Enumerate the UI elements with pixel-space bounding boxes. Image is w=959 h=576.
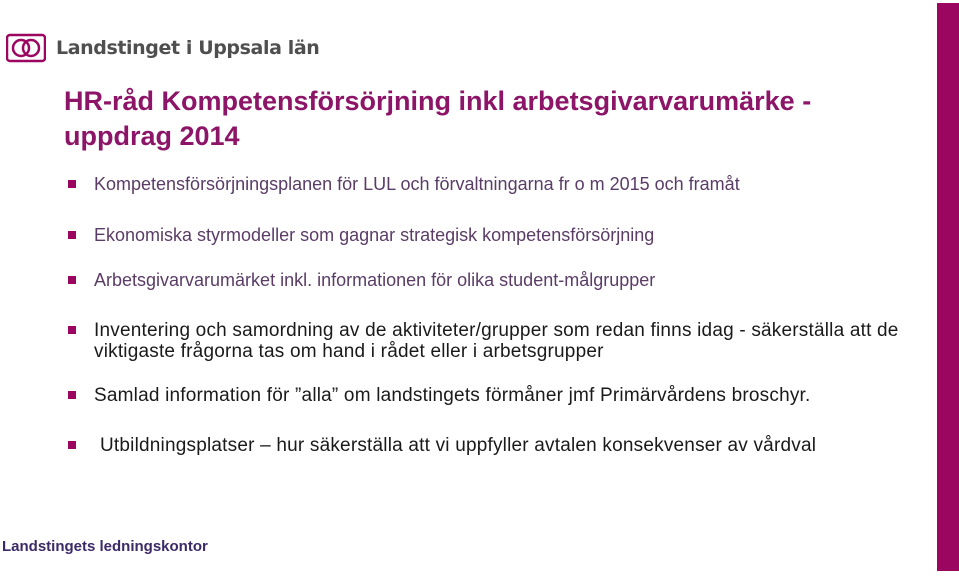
side-accent-bar bbox=[937, 3, 959, 571]
bullet-text: Utbildningsplatser – hur säkerställa att vi uppfyller avtalen konsekvenser av vårdval bbox=[100, 435, 817, 456]
bullet-text: Inventering och samordning av de aktiviteter/grupper som redan finns idag - säkerställa att de viktigaste frågorna tas om hand i rådet eller i arbetsgrupper bbox=[94, 320, 899, 362]
bullet-text: Arbetsgivarvarumärket inkl. informationen för olika student-målgrupper bbox=[94, 270, 656, 290]
bullet-item bbox=[68, 270, 908, 291]
bullet-item bbox=[68, 320, 908, 362]
bullet-item bbox=[68, 385, 908, 406]
bullet-item bbox=[68, 225, 908, 246]
bullet-square-icon bbox=[68, 276, 76, 284]
bullet-text: Ekonomiska styrmodeller som gagnar strategisk kompetensförsörjning bbox=[94, 225, 655, 245]
bullet-square-icon bbox=[68, 180, 76, 188]
slide-title: HR-råd Kompetensförsörjning inkl arbetsgivarvarumärke - uppdrag 2014 bbox=[64, 86, 812, 151]
county-council-logo-icon bbox=[6, 33, 46, 63]
bullet-square-icon bbox=[68, 441, 76, 449]
header-logo bbox=[6, 32, 319, 64]
bullet-text: Samlad information för ”alla” om landstingets förmåner jmf Primärvårdens broschyr. bbox=[94, 385, 811, 406]
footer-text: Landstingets ledningskontor bbox=[2, 538, 208, 555]
bullet-item bbox=[68, 174, 908, 195]
bullet-text: Kompetensförsörjningsplanen för LUL och förvaltningarna fr o m 2015 och framåt bbox=[94, 174, 740, 194]
org-name: Landstinget i Uppsala län bbox=[56, 37, 320, 59]
bullet-square-icon bbox=[68, 391, 76, 399]
bullet-square-icon bbox=[68, 326, 76, 334]
bullet-square-icon bbox=[68, 231, 76, 239]
bullet-item bbox=[68, 435, 908, 456]
